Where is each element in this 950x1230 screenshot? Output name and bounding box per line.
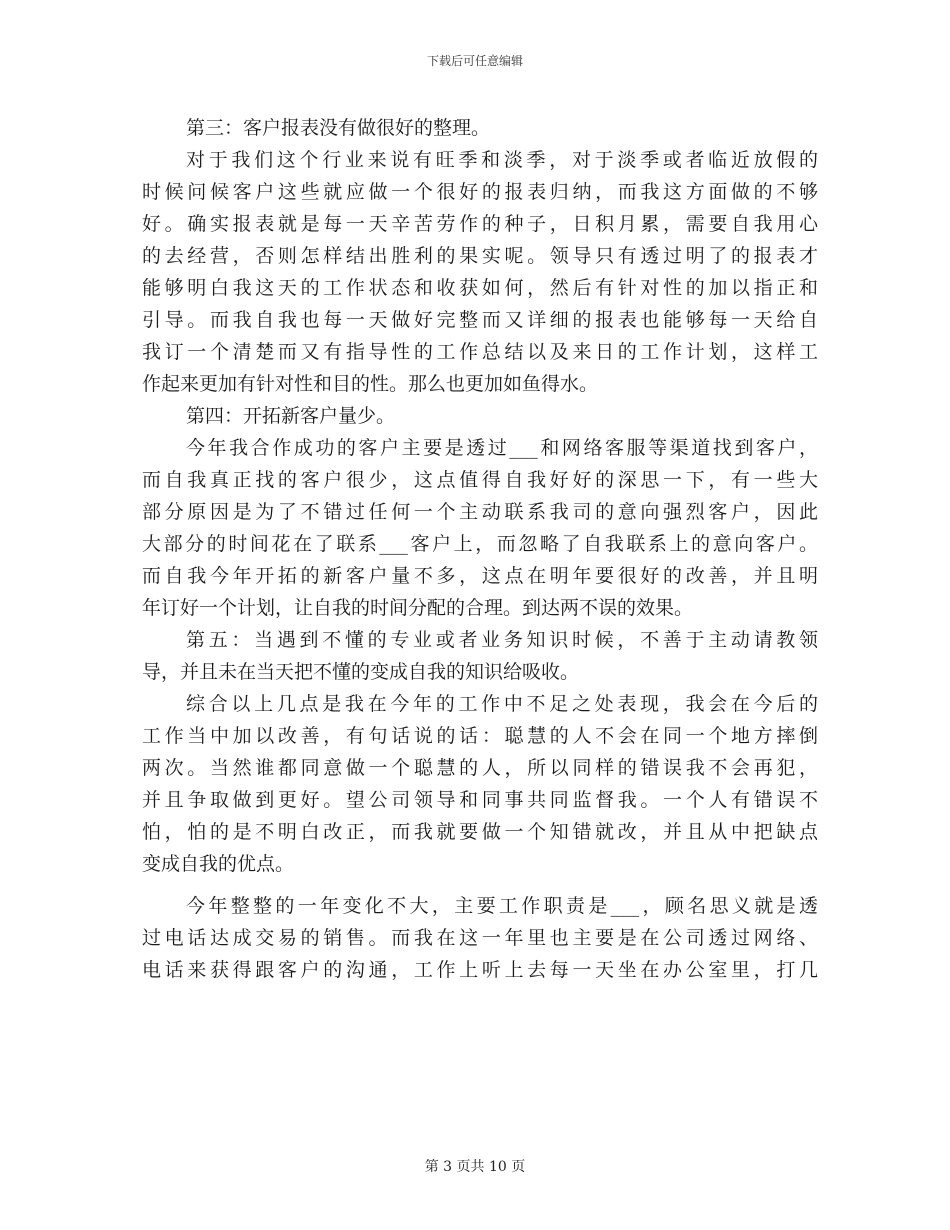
text-line: 并且争取做到更好。望公司领导和同事共同监督我。一个人有错误不 (142, 789, 818, 811)
text-line: 综合以上几点是我在今年的工作中不足之处表现，我会在今后的 (186, 693, 818, 715)
text-line: 变成自我的优点。 (142, 853, 295, 875)
page-number: 第 3 页共 10 页 (424, 1159, 526, 1175)
text-line: 工作当中加以改善，有句话说的话：聪慧的人不会在同一个地方摔倒 (142, 725, 818, 747)
text-line: 电话来获得跟客户的沟通，工作上听上去每一天坐在办公室里，打几 (142, 959, 818, 981)
text-line: 而自我真正找的客户很少，这点值得自我好好的深思一下，有一些大 (142, 469, 818, 491)
text-line: 第三：客户报表没有做很好的整理。 (186, 117, 491, 139)
text-line: 过电话达成交易的销售。而我在这一年里也主要是在公司透过网络、 (142, 927, 818, 949)
text-line: 引导。而我自我也每一天做好完整而又详细的报表也能够每一天给自 (142, 309, 818, 331)
text-line: 作起来更加有针对性和目的性。那么也更加如鱼得水。 (142, 373, 599, 395)
text-line: 两次。当然谁都同意做一个聪慧的人，所以同样的错误我不会再犯， (142, 757, 818, 779)
text-line: 好。确实报表就是每一天辛苦劳作的种子，日积月累，需要自我用心 (142, 213, 818, 235)
text-line: 部分原因是为了不错过任何一个主动联系我司的意向强烈客户，因此 (142, 501, 818, 523)
text-line: 对于我们这个行业来说有旺季和淡季，对于淡季或者临近放假的 (186, 149, 818, 171)
text-line: 年订好一个计划，让自我的时间分配的合理。到达两不误的效果。 (142, 597, 694, 619)
text-line: 第五：当遇到不懂的专业或者业务知识时候，不善于主动请教领 (186, 629, 818, 651)
text-line: 而自我今年开拓的新客户量不多，这点在明年要很好的改善，并且明 (142, 565, 818, 587)
text-line: 的去经营，否则怎样结出胜利的果实呢。领导只有透过明了的报表才 (142, 245, 818, 267)
text-line: 能够明白我这天的工作状态和收获如何，然后有针对性的加以指正和 (142, 277, 818, 299)
paragraph-gap (142, 880, 818, 890)
document-body (142, 112, 818, 986)
page-header: 下载后可任意编辑 (426, 54, 523, 68)
text-line: 今年我合作成功的客户主要是透过___和网络客服等渠道找到客户， (186, 437, 818, 459)
text-line: 我订一个清楚而又有指导性的工作总结以及来日的工作计划，这样工 (142, 341, 818, 363)
text-line: 导，并且未在当天把不懂的变成自我的知识给吸收。 (142, 661, 580, 683)
text-line: 大部分的时间花在了联系___客户上，而忽略了自我联系上的意向客户。 (142, 533, 818, 555)
text-line: 今年整整的一年变化不大，主要工作职责是___，顾名思义就是透 (186, 895, 818, 917)
text-line: 时候问候客户这些就应做一个很好的报表归纳，而我这方面做的不够 (142, 181, 818, 203)
text-line: 第四：开拓新客户量少。 (186, 405, 396, 427)
text-line: 怕，怕的是不明白改正，而我就要做一个知错就改，并且从中把缺点 (142, 821, 818, 843)
